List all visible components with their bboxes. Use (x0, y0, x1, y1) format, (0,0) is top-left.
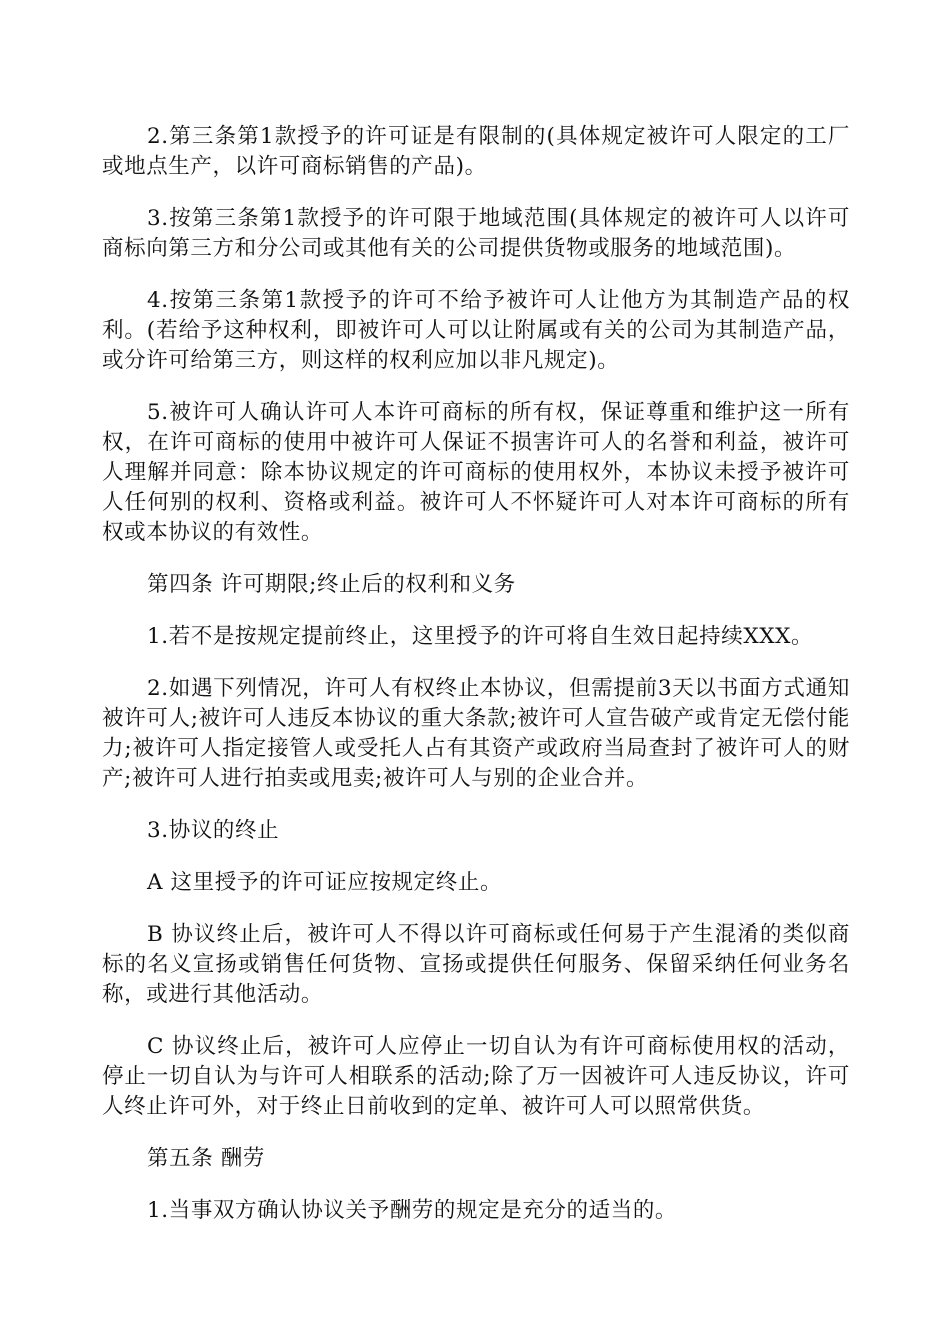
paragraph-clause-4-2: 2.如遇下列情况，许可人有权终止本协议，但需提前3天以书面方式通知被许可人;被许可人违反本协议的重大条款;被许可人宣告破产或肯定无偿付能力;被许可人指定接管人或受托人占有其资产或政府当局查封了被许可人的财产;被许可人进行拍卖或甩卖;被许可人与别的企业合并。 (102, 676, 850, 791)
document-page (102, 122, 850, 1248)
paragraph-clause-3-5: 5.被许可人确认许可人本许可商标的所有权，保证尊重和维护这一所有权，在许可商标的使用中被许可人保证不损害许可人的名誉和利益，被许可人理解并同意：除本协议规定的许可商标的使用权外，本协议未授予被许可人任何别的权利、资格或利益。被许可人不怀疑许可人对本许可商标的所有权或本协议的有效性。 (102, 400, 850, 545)
subheading-clause-4-3: 3.协议的终止 (147, 818, 280, 843)
paragraph-clause-4-1: 1.若不是按规定提前终止，这里授予的许可将自生效日起持续XXX。 (147, 624, 814, 649)
section-heading-article-4: 第四条 许可期限;终止后的权利和义务 (147, 572, 516, 597)
paragraph-clause-4-3-c: C 协议终止后，被许可人应停止一切自认为有许可商标使用权的活动，停止一切自认为与许可人相联系的活动;除了万一因被许可人违反协议，许可人终止许可外，对于终止日前收到的定单、被许可人可以照常供货。 (102, 1034, 850, 1119)
paragraph-clause-3-2: 2.第三条第1款授予的许可证是有限制的(具体规定被许可人限定的工厂或地点生产，以许可商标销售的产品)。 (102, 124, 850, 179)
paragraph-clause-4-3-a: A 这里授予的许可证应按规定终止。 (147, 870, 503, 895)
paragraph-clause-3-4: 4.按第三条第1款授予的许可不给予被许可人让他方为其制造产品的权利。(若给予这种权利，即被许可人可以让附属或有关的公司为其制造产品，或分许可给第三方，则这样的权利应加以非凡规定)。 (102, 288, 850, 373)
paragraph-clause-4-3-b: B 协议终止后，被许可人不得以许可商标或任何易于产生混淆的类似商标的名义宣扬或销售任何货物、宣扬或提供任何服务、保留采纳任何业务名称，或进行其他活动。 (102, 922, 850, 1007)
paragraph-clause-5-1: 1.当事双方确认协议关予酬劳的规定是充分的适当的。 (147, 1198, 678, 1223)
paragraph-clause-3-3: 3.按第三条第1款授予的许可限于地域范围(具体规定的被许可人以许可商标向第三方和分公司或其他有关的公司提供货物或服务的地域范围)。 (102, 206, 850, 261)
section-heading-article-5: 第五条 酬劳 (147, 1146, 265, 1171)
